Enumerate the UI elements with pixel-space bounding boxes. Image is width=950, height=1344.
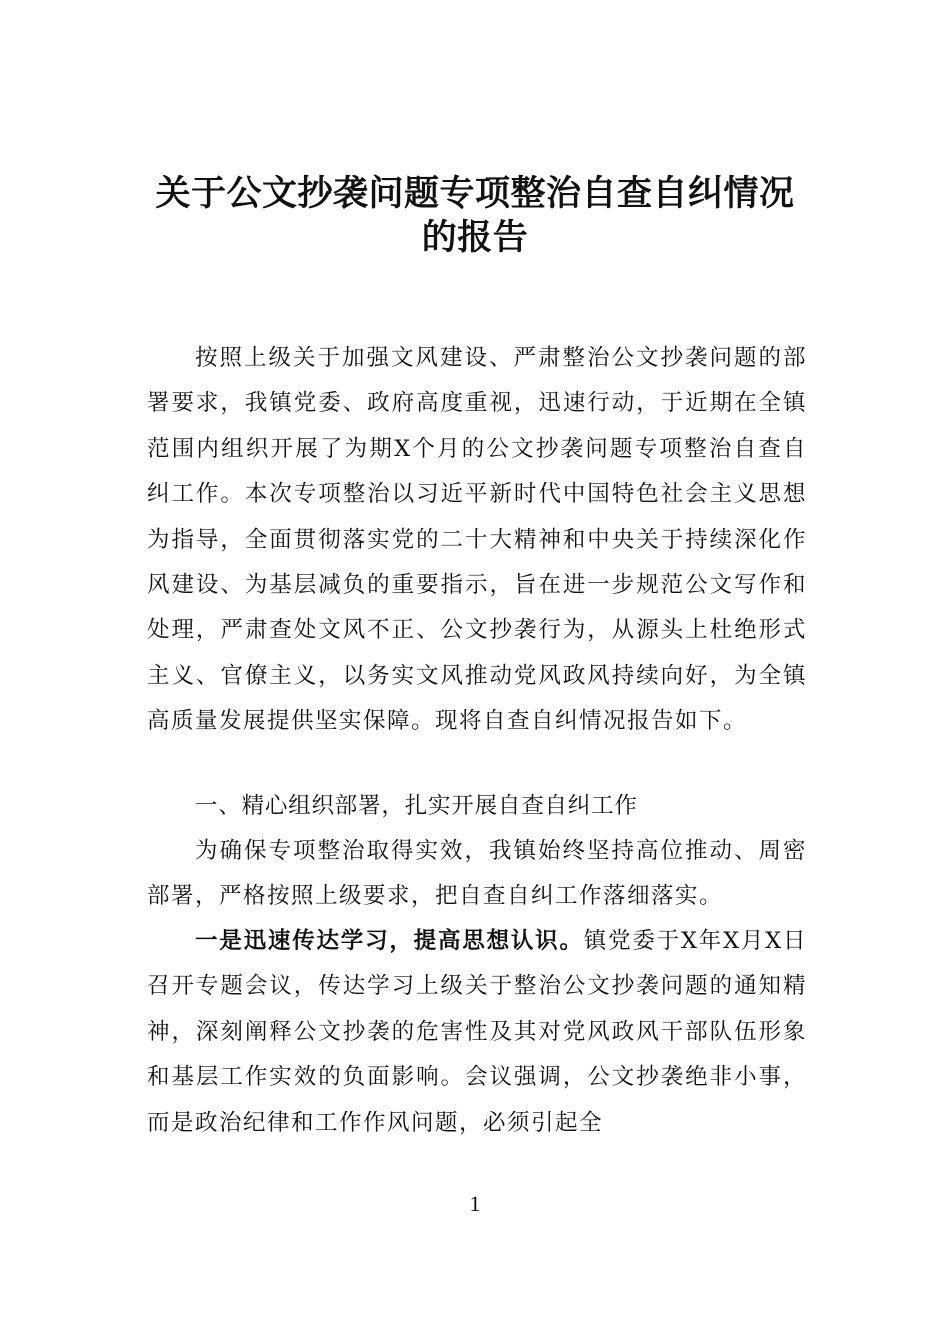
document-title-line-2: 的报告: [421, 217, 529, 258]
document-title-line-1: 关于公文抄袭问题专项整治自查自纠情况: [155, 173, 795, 214]
section-1-intro-paragraph: 为确保专项整治取得实效，我镇始终坚持高位推动、周密部署，严格按照上级要求，把自查自纠工作落细落实。: [147, 838, 807, 910]
point-1-text: 镇党委于X年X月X日召开专题会议，传达学习上级关于整治公文抄袭问题的通知精神，深刻阐释公文抄袭的危害性及其对党风政风干部队伍形象和基层工作实效的负面影响。会议强调，公文抄袭绝非小事，而是政治纪律和工作作风问题，必须引起全: [147, 928, 807, 1136]
intro-paragraph: 按照上级关于加强文风建设、严肃整治公文抄袭问题的部署要求，我镇党委、政府高度重视，迅速行动，于近期在全镇范围内组织开展了为期X个月的公文抄袭问题专项整治自查自纠工作。本次专项整治以习近平新时代中国特色社会主义思想为指导，全面贯彻落实党的二十大精神和中央关于持续深化作风建设、为基层减负的重要指示，旨在进一步规范公文写作和处理，严肃查处文风不正、公文抄袭行为，从源头上杜绝形式主义、官僚主义，以务实文风推动党风政风持续向好，为全镇高质量发展提供坚实保障。现将自查自纠情况报告如下。: [147, 345, 807, 735]
section-heading-1: 一、精心组织部署，扎实开展自查自纠工作: [195, 793, 638, 819]
point-1-lead: 一是迅速传达学习，提高思想认识。: [195, 928, 584, 954]
page-number: 1: [469, 1191, 481, 1216]
point-1-paragraph: [147, 919, 807, 1146]
